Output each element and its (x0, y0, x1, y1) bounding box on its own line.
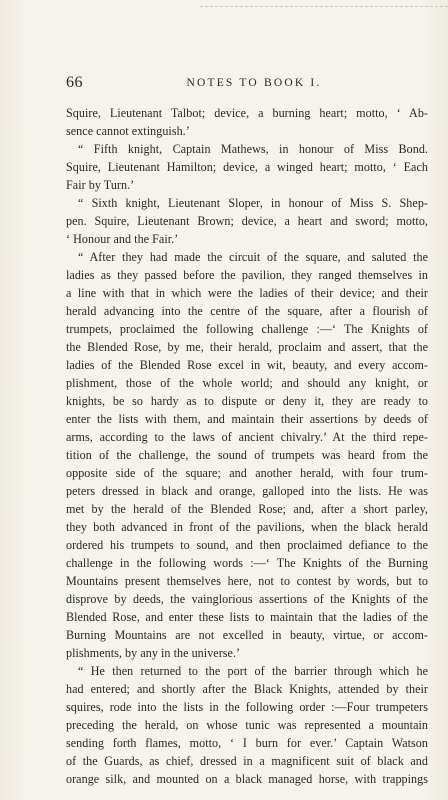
page-number: 66 (66, 74, 83, 91)
text-line: sence cannot extinguish.’ (66, 124, 190, 138)
text-line: “ Sixth knight, Lieutenant Sloper, in honour of Miss S. Shep- (78, 196, 428, 210)
text-line: plishments, by any in the universe.’ (66, 646, 241, 660)
text-line: orange silk, and mounted on a black managed horse, with trappings (66, 772, 428, 786)
scan-edge-line (200, 6, 448, 7)
text-line: trumpets, proclaimed the following challenge :—‘ The Knights of (66, 322, 428, 336)
text-line: had entered; and shortly after the Black Knights, attended by their (66, 682, 428, 696)
text-line: preceding the herald, on whose tunic was represented a mountain (66, 718, 428, 732)
text-line: Burning Mountains are not excelled in beauty, virtue, or accom- (66, 628, 428, 642)
text-line: Squire, Lieutenant Hamilton; device, a winged heart; motto, ‘ Each (66, 160, 428, 174)
text-line: disprove by deeds, the vainglorious assertions of the Knights of the (66, 592, 428, 606)
text-line: they both advanced in front of the pavilions, when the black herald (66, 520, 428, 534)
text-line: Mountains present themselves here, not to contest by words, but to (66, 574, 428, 588)
text-line: of the Guards, as chief, dressed in a magnificent suit of black and (66, 754, 428, 768)
text-line: “ Fifth knight, Captain Mathews, in honour of Miss Bond. (78, 142, 428, 156)
text-line: “ After they had made the circuit of the square, and saluted the (78, 250, 428, 264)
page-header (66, 74, 428, 94)
body-text (66, 104, 428, 788)
paragraph (66, 104, 428, 140)
text-line: Squire, Lieutenant Talbot; device, a burning heart; motto, ‘ Ab- (66, 106, 428, 120)
paragraph (66, 194, 428, 248)
text-line: squires, rode into the lists in the following order :—Four trumpeters (66, 700, 428, 714)
text-line: enter the lists with them, and maintain their assertions by deeds of (66, 412, 428, 426)
text-line: ladies of the Blended Rose excel in wit, beauty, and every accom- (66, 358, 428, 372)
text-line: ordered his trumpets to sound, and then proclaimed defiance to the (66, 538, 428, 552)
text-line: “ He then returned to the port of the barrier through which he (78, 664, 428, 678)
text-line: challenge in the following words :—‘ The Knights of the Burning (66, 556, 428, 570)
text-line: tition of the challenge, the sound of trumpets was heard from the (66, 448, 428, 462)
text-line: opposite side of the square; and another herald, with four trum- (66, 466, 428, 480)
text-line: a line with that in which were the ladies of their device; and their (66, 286, 428, 300)
text-line: the Blended Rose, by me, their herald, proclaim and assert, that the (66, 340, 428, 354)
text-line: pen. Squire, Lieutenant Brown; device, a heart and sword; motto, (66, 214, 428, 228)
text-line: ladies as they passed before the pavilion, they ranged themselves in (66, 268, 428, 282)
text-line: sending forth flames, motto, ‘ I burn for ever.’ Captain Watson (66, 736, 428, 750)
text-line: herald advancing into the centre of the square, after a flourish of (66, 304, 428, 318)
text-line: peters dressed in black and orange, galloped into the lists. He was (66, 484, 428, 498)
text-line: met by the herald of the Blended Rose; and, after a short parley, (66, 502, 428, 516)
paragraph (66, 140, 428, 194)
text-line: ‘ Honour and the Fair.’ (66, 232, 179, 246)
text-line: knights, be so hardy as to dispute or deny it, they are ready to (66, 394, 428, 408)
paragraph (66, 248, 428, 662)
text-line: arms, according to the laws of ancient chivalry.’ At the third repe- (66, 430, 428, 444)
running-head: NOTES TO BOOK I. (186, 77, 322, 89)
text-line: Fair by Turn.’ (66, 178, 135, 192)
text-line: Blended Rose, and enter these lists to maintain that the ladies of the (66, 610, 428, 624)
paragraph (66, 662, 428, 788)
text-line: plishment, those of the whole world; and should any knight, or (66, 376, 428, 390)
